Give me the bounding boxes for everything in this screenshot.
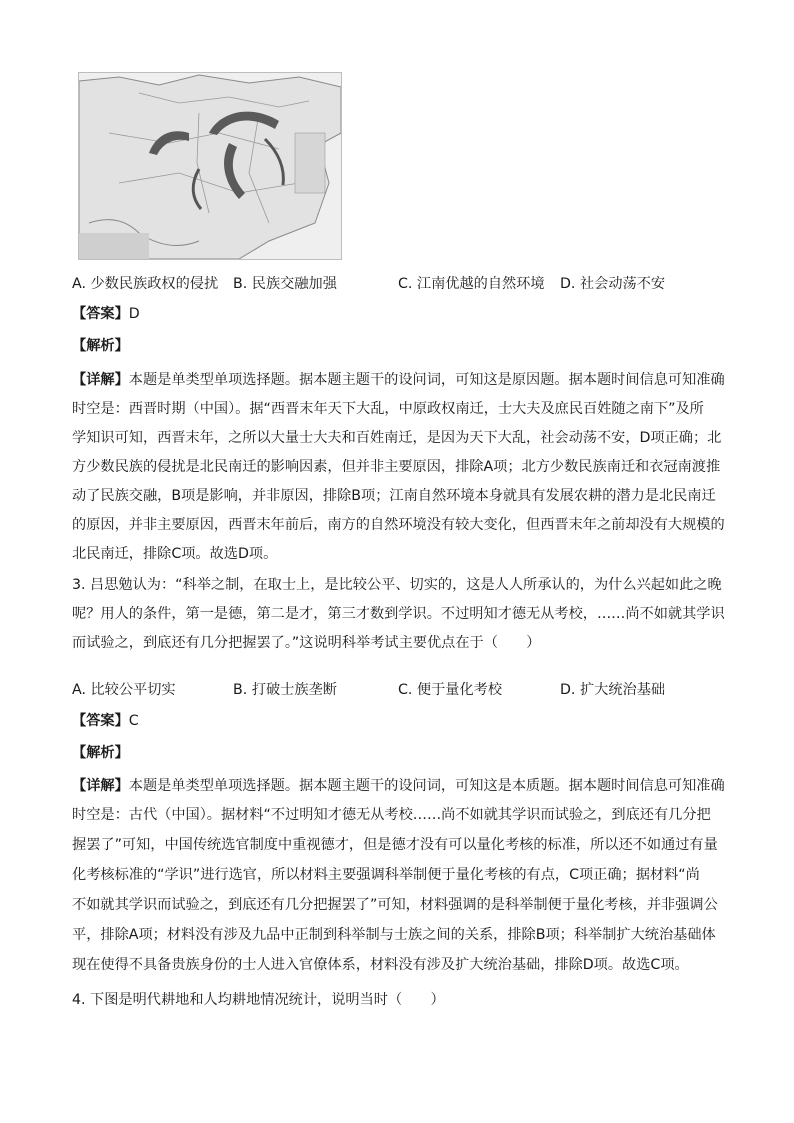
q2-detail-line: 动了民族交融，B项是影响，并非原因，排除B项；江南自然环境本身就具有发展农耕的潜力是北民南迁: [72, 488, 716, 504]
q3-detail-line: 不如就其学识而试验之，到底还有几分把握罢了”可知，材料强调的是科举制便于量化考核，并非强调公: [72, 897, 718, 913]
q3-option-d[interactable]: D. 扩大统治基础: [560, 682, 666, 698]
q3-option-c[interactable]: C. 便于量化考校: [398, 682, 503, 698]
answer-value: C: [128, 713, 139, 729]
q2-option-d[interactable]: D. 社会动荡不安: [560, 276, 666, 292]
q3-detail-line: 现在使得不具备贵族身份的士人进入官僚体系，材料没有涉及扩大统治基础，排除D项。故选C项。: [72, 957, 689, 973]
q2-detail-line: 时空是：西晋时期（中国）。据“西晋末年天下大乱，中原政权南迁，士大夫及庶民百姓随之南下”及所: [72, 401, 704, 417]
q2-analysis-heading: 【解析】: [72, 338, 129, 354]
q3-detail-line: 化考核标准的“学识”进行选官，所以材料主要强调科举制便于量化考核的有点，C项正确；据材料“尚: [72, 867, 700, 883]
q3-analysis-heading: 【解析】: [72, 745, 129, 761]
answer-tag: 【答案】: [72, 713, 129, 729]
q2-detail-line: 方少数民族的侵扰是北民南迁的影响因素，但并非主要原因，排除A项；北方少数民族南迁和衣冠南渡推: [72, 459, 721, 475]
detail-tag: 【详解】: [72, 778, 129, 794]
q3-stem-line: 3. 吕思勉认为：“科举之制，在取士上，是比较公平、切实的，这是人人所承认的，为什么兴起如此之晚: [72, 577, 722, 593]
answer-tag: 【答案】: [72, 306, 129, 322]
detail-tag: 【详解】: [72, 372, 129, 388]
migration-map: [78, 72, 342, 260]
q3-stem-line: 而试验之，到底还有几分把握罢了。”这说明科举考试主要优点在于（ ）: [72, 635, 541, 651]
q3-option-b[interactable]: B. 打破士族垄断: [233, 682, 337, 698]
q2-detail-line: 【详解】本题是单类型单项选择题。据本题主题干的设问词，可知这是原因题。据本题时间信息可知准确: [72, 372, 725, 388]
q3-stem-line: 呢？用人的条件，第一是德，第二是才，第三才数到学识。不过明知才德无从考校，……尚不如就其学识: [72, 606, 725, 622]
answer-value: D: [128, 306, 140, 322]
q2-detail-line: 北民南迁，排除C项。故选D项。: [72, 546, 278, 562]
q3-answer: [72, 708, 732, 734]
q2-detail-line: 学知识可知，西晋末年，之所以大量士大夫和百姓南迁，是因为天下大乱，社会动荡不安，D项正确；北: [72, 430, 722, 446]
q2-answer: [72, 301, 732, 327]
q2-detail-line: 的原因，并非主要原因，西晋末年前后，南方的自然环境没有较大变化，但西晋末年之前却没有大规模的: [72, 517, 725, 533]
q3-detail-line: 握罢了”可知，中国传统选官制度中重视德才，但是德才没有可以量化考核的标准，所以还不如通过有量: [72, 837, 718, 853]
q2-option-c[interactable]: C. 江南优越的自然环境: [398, 276, 545, 292]
q4-stem: 4. 下图是明代耕地和人均耕地情况统计，说明当时（ ）: [72, 992, 445, 1008]
q3-detail-line: 【详解】本题是单类型单项选择题。据本题主题干的设问词，可知这是本质题。据本题时间信息可知准确: [72, 778, 725, 794]
q3-detail-line: 时空是：古代（中国）。据材料“不过明知才德无从考校……尚不如就其学识而试验之，到底还有几分把: [72, 807, 711, 823]
q2-option-a[interactable]: A. 少数民族政权的侵扰: [72, 276, 219, 292]
q3-detail-line: 平，排除A项；材料没有涉及九品中正制到科举制与士族之间的关系，排除B项；科举制扩大统治基础体: [72, 927, 716, 943]
q3-option-a[interactable]: A. 比较公平切实: [72, 682, 176, 698]
q2-option-b[interactable]: B. 民族交融加强: [233, 276, 337, 292]
